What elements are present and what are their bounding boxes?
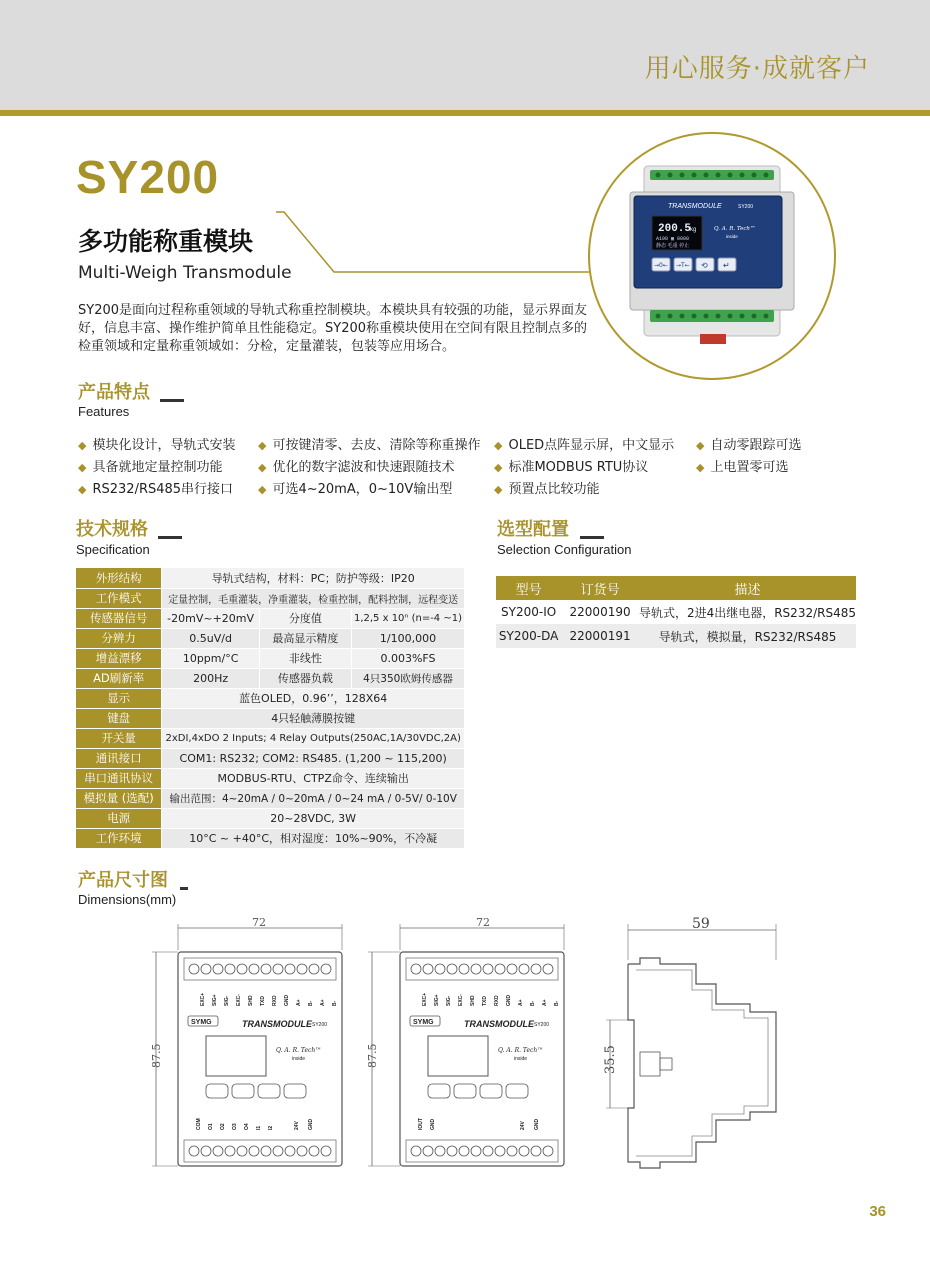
front-model: SY200 — [312, 1022, 328, 1028]
config-title: 选型配置 — [497, 519, 569, 540]
feature-item: ◆ 可选4~20mA，0~10V输出型 — [258, 482, 453, 497]
device-display-line2: A100 ▦ 0000 — [656, 236, 690, 242]
config-header-row — [496, 576, 856, 600]
features-subtitle: Features — [78, 404, 130, 419]
feature-item: ◆ 优化的数字滤波和快速跟随技术 — [258, 460, 455, 475]
dimensions-rule — [180, 887, 188, 890]
device-brand: TRANSMODULE — [668, 203, 722, 210]
width-label: 72 — [252, 916, 266, 929]
svg-text:EXC+: EXC+ — [200, 992, 206, 1006]
spec-row — [76, 688, 464, 708]
config-cell: 22000191 — [561, 624, 639, 648]
device-key-tare: →T← — [676, 262, 690, 269]
svg-text:SIG+: SIG+ — [434, 994, 440, 1006]
spec-key: 工作环境 — [76, 828, 162, 848]
product-intro: SY200是面向过程称重领域的导轨式称重控制模块。本模块具有较强的功能，显示界面友好，信息丰富、操作维护简单且性能稳定。SY200称重模块使用在空间有限且控制点多的检重领域和定量称重领域如：分检，定量灌装，包装等应用场合。 — [78, 303, 588, 354]
config-cell: 导轨式，模拟量，RS232/RS485 — [639, 624, 856, 648]
svg-text:A+: A+ — [518, 999, 524, 1006]
config-header: 型号 — [496, 576, 561, 600]
spec-table — [76, 568, 464, 849]
spec-key: 显示 — [76, 688, 162, 708]
spec-key: AD刷新率 — [76, 668, 162, 688]
spec-value: 1/100,000 — [351, 628, 464, 648]
svg-text:SIG-: SIG- — [224, 995, 230, 1006]
device-display-line3: 静态 毛重 停止 — [656, 243, 690, 249]
feature-item: ◆ 可按键清零、去皮、清除等称重操作 — [258, 438, 481, 453]
spec-row — [76, 608, 464, 628]
device-display-unit: kg — [690, 227, 697, 233]
svg-text:SIG+: SIG+ — [212, 994, 218, 1006]
spec-key: 电源 — [76, 808, 162, 828]
device-display-value: 200.5 — [658, 223, 692, 235]
feature-item: ◆ RS232/RS485串行接口 — [78, 482, 234, 497]
spec-value: 输出范围：4~20mA / 0~20mA / 0~24 mA / 0-5V/ 0-10V — [162, 788, 464, 808]
spec-row — [76, 588, 464, 608]
spec-value: COM1: RS232; COM2: RS485. (1,200 ~ 115,200) — [162, 748, 464, 768]
dimensions-subtitle: Dimensions(mm) — [78, 892, 177, 907]
height-label: 87.5 — [150, 1043, 163, 1068]
front-brand: TRANSMODULE — [464, 1019, 534, 1029]
front-view-analog — [366, 916, 564, 1166]
svg-text:GND: GND — [284, 994, 290, 1006]
svg-text:EXC-: EXC- — [236, 994, 242, 1006]
config-cell: 22000190 — [569, 605, 631, 619]
feature-item: ◆ 预置点比较功能 — [494, 482, 600, 497]
spec-value: 蓝色OLED，0.96’’，128X64 — [162, 688, 464, 708]
depth-label: 59 — [692, 916, 710, 932]
spec-value: 200Hz — [162, 668, 259, 688]
spec-value: 分度值 — [259, 608, 351, 628]
spec-value: 1,2,5 x 10ⁿ (n=-4 ~1) — [351, 608, 464, 628]
device-model: SY200 — [738, 204, 754, 210]
page-number: 36 — [869, 1203, 886, 1220]
front-logo: Q. A. R. Tech™ — [276, 1047, 322, 1054]
spec-value: 0.5uV/d — [162, 628, 259, 648]
svg-text:B-: B- — [530, 1000, 536, 1006]
features-title: 产品特点 — [78, 382, 150, 403]
slogan: 用心服务·成就客户 — [644, 54, 870, 84]
svg-text:IOUT: IOUT — [418, 1118, 424, 1130]
config-cell: SY200-IO — [501, 605, 557, 619]
device-illustration — [590, 134, 836, 380]
front-brand: TRANSMODULE — [242, 1019, 312, 1029]
spec-value: 2xDI,4xDO 2 Inputs; 4 Relay Outputs(250AC,1A/30VDC,2A) — [162, 728, 464, 748]
spec-value: 4只轻触薄膜按键 — [162, 708, 464, 728]
spec-key: 通讯接口 — [76, 748, 162, 768]
svg-text:O1: O1 — [208, 1123, 214, 1130]
config-cell: 导轨式，2进4出继电器，RS232/RS485 — [638, 605, 856, 620]
svg-text:GND: GND — [506, 994, 512, 1006]
front-logo-sub: inside — [292, 1056, 306, 1062]
spec-key: 模拟量 (选配) — [76, 788, 162, 808]
device-logo: Q. A. R. Tech™ — [714, 226, 756, 232]
device-logo-sub: inside — [726, 234, 738, 239]
svg-text:A+: A+ — [320, 999, 326, 1006]
front-view-io — [150, 916, 342, 1166]
width-label: 72 — [476, 916, 490, 929]
spec-title: 技术规格 — [76, 519, 148, 540]
spec-key: 键盘 — [76, 708, 162, 728]
features-row — [78, 478, 858, 498]
feature-item: ◆ 上电置零可选 — [696, 460, 789, 475]
svg-text:O4: O4 — [244, 1123, 250, 1130]
config-row — [496, 600, 856, 624]
rail-label: 35.5 — [603, 1045, 618, 1074]
side-view — [603, 916, 776, 1168]
svg-text:I1: I1 — [256, 1125, 262, 1130]
svg-text:EXC+: EXC+ — [422, 992, 428, 1006]
front-logo: Q. A. R. Tech™ — [498, 1047, 544, 1054]
svg-text:I2: I2 — [268, 1125, 274, 1130]
spec-value: 10ppm/°C — [162, 648, 259, 668]
svg-text:RXD: RXD — [272, 995, 278, 1006]
spec-row — [76, 628, 464, 648]
front-badge: SYMG — [413, 1019, 434, 1026]
spec-key: 工作模式 — [76, 588, 162, 608]
config-rule — [580, 536, 604, 539]
spec-row — [76, 668, 464, 688]
front-logo-sub: inside — [514, 1056, 528, 1062]
svg-text:B-: B- — [332, 1000, 338, 1006]
spec-key: 开关量 — [76, 728, 162, 748]
spec-value: 20~28VDC, 3W — [162, 808, 464, 828]
spec-row — [76, 708, 464, 728]
feature-item: ◆ 具备就地定量控制功能 — [78, 460, 223, 475]
spec-row — [76, 788, 464, 808]
svg-text:B-: B- — [308, 1000, 314, 1006]
svg-text:TXD: TXD — [260, 996, 266, 1006]
spec-value: MODBUS-RTU、CTPZ命令、连续输出 — [162, 768, 464, 788]
feature-item: ◆ 标准MODBUS RTU协议 — [494, 460, 649, 475]
device-key-enter: ↵ — [723, 261, 730, 270]
spec-key: 串口通讯协议 — [76, 768, 162, 788]
spec-key: 传感器信号 — [76, 608, 162, 628]
svg-text:GND: GND — [308, 1118, 314, 1130]
spec-value: 传感器负载 — [259, 668, 351, 688]
spec-row — [76, 808, 464, 828]
spec-value: 导轨式结构，材料：PC；防护等级：IP20 — [162, 568, 464, 588]
svg-text:GND: GND — [534, 1118, 540, 1130]
spec-value: 最高显示精度 — [259, 628, 351, 648]
spec-row — [76, 748, 464, 768]
features-row — [78, 434, 858, 454]
svg-text:O3: O3 — [232, 1123, 238, 1130]
spec-key: 分辨力 — [76, 628, 162, 648]
dimensions-title: 产品尺寸图 — [78, 870, 168, 891]
svg-text:B-: B- — [554, 1000, 560, 1006]
config-subtitle: Selection Configuration — [497, 542, 632, 557]
svg-text:RXD: RXD — [494, 995, 500, 1006]
product-photo — [588, 132, 836, 380]
spec-row — [76, 768, 464, 788]
feature-item: ◆ 模块化设计，导轨式安装 — [78, 438, 236, 453]
spec-row — [76, 648, 464, 668]
feature-item: ◆ OLED点阵显示屏，中文显示 — [494, 438, 675, 453]
front-badge: SYMG — [191, 1019, 212, 1026]
svg-text:GND: GND — [430, 1118, 436, 1130]
svg-text:SHD: SHD — [248, 995, 254, 1006]
feature-item: ◆ 自动零跟踪可选 — [696, 438, 802, 453]
svg-text:COM: COM — [196, 1118, 202, 1130]
device-key-zero: →0← — [654, 262, 668, 269]
svg-text:A+: A+ — [296, 999, 302, 1006]
config-table — [496, 576, 856, 648]
spec-subtitle: Specification — [76, 542, 150, 557]
spec-value: -20mV~+20mV — [162, 608, 259, 628]
front-model: SY200 — [534, 1022, 550, 1028]
config-row — [496, 624, 856, 648]
product-title-cn: 多功能称重模块 — [78, 227, 254, 256]
height-label: 87.5 — [366, 1043, 379, 1068]
spec-value: 定量控制，毛重灌装，净重灌装，检重控制，配料控制，远程变送 — [162, 588, 464, 608]
spec-row — [76, 568, 464, 588]
product-title-en: Multi-Weigh Transmodule — [78, 263, 292, 283]
spec-key: 外形结构 — [76, 568, 162, 588]
device-key-refresh: ⟲ — [701, 261, 708, 270]
header-rule — [0, 110, 930, 116]
dimension-drawings — [140, 912, 800, 1172]
svg-text:EXC-: EXC- — [458, 994, 464, 1006]
spec-value: 10°C ~ +40°C，相对湿度：10%~90%，不冷凝 — [162, 828, 464, 848]
spec-value: 0.003%FS — [351, 648, 464, 668]
svg-text:24V: 24V — [294, 1121, 300, 1130]
features-row — [78, 456, 858, 476]
title-connector-line — [276, 210, 596, 280]
spec-rule — [158, 536, 182, 539]
spec-row — [76, 728, 464, 748]
svg-text:O2: O2 — [220, 1123, 226, 1130]
config-cell: SY200-DA — [496, 624, 561, 648]
svg-text:SHD: SHD — [470, 995, 476, 1006]
product-model: SY200 — [76, 151, 220, 203]
spec-key: 增益漂移 — [76, 648, 162, 668]
features-rule — [160, 399, 184, 402]
spec-value: 非线性 — [259, 648, 351, 668]
config-header: 订货号 — [561, 576, 639, 600]
svg-text:TXD: TXD — [482, 996, 488, 1006]
svg-text:24V: 24V — [520, 1121, 526, 1130]
config-header: 描述 — [639, 576, 856, 600]
spec-row — [76, 828, 464, 848]
svg-text:A+: A+ — [542, 999, 548, 1006]
spec-value: 4只350欧姆传感器 — [351, 668, 464, 688]
svg-text:SIG-: SIG- — [446, 995, 452, 1006]
